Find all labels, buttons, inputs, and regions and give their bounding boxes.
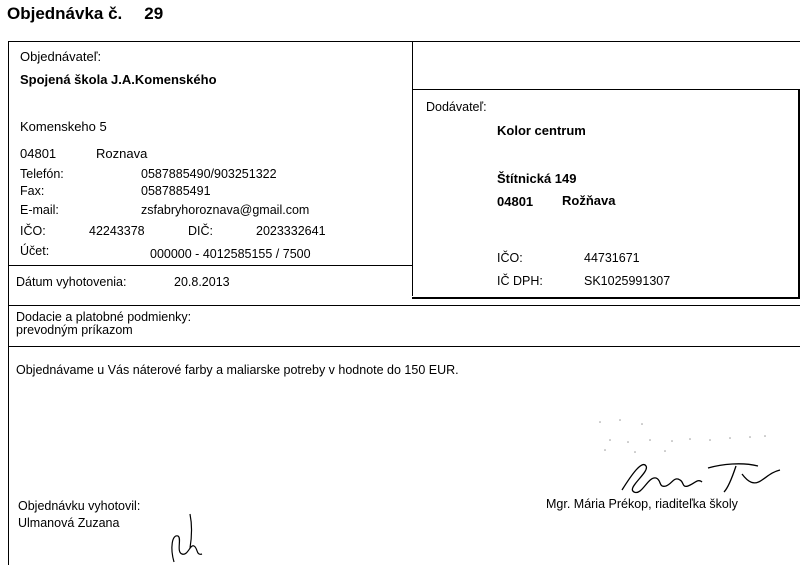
frame-top-border bbox=[8, 41, 800, 42]
ico-value: 42243378 bbox=[89, 224, 145, 238]
buyer-street: Komenskeho 5 bbox=[20, 119, 107, 134]
phone-value: 0587885490/903251322 bbox=[141, 167, 277, 181]
body-top-border bbox=[8, 346, 800, 347]
order-body-text: Objednávame u Vás náterové farby a maliarske potreby v hodnote do 150 EUR. bbox=[16, 363, 459, 377]
supplier-icdph-value: SK1025991307 bbox=[584, 274, 671, 288]
made-by-name: Ulmanová Zuzana bbox=[18, 516, 120, 530]
document-title bbox=[7, 4, 163, 24]
document-title-label: Objednávka č. bbox=[7, 4, 123, 23]
director-signature bbox=[612, 452, 800, 500]
issuer-signature bbox=[160, 508, 220, 565]
supplier-street: Štítnická 149 bbox=[497, 171, 577, 186]
issued-date: 20.8.2013 bbox=[174, 275, 230, 289]
supplier-icdph-label: IČ DPH: bbox=[497, 274, 543, 288]
supplier-zip: 04801 bbox=[497, 194, 534, 209]
dic-label: DIČ: bbox=[188, 224, 213, 238]
terms-value: prevodným príkazom bbox=[16, 323, 133, 337]
supplier-heading: Dodávateľ: bbox=[426, 100, 487, 114]
phone-label: Telefón: bbox=[20, 167, 64, 181]
terms-label: Dodacie a platobné podmienky: bbox=[16, 310, 192, 324]
made-by-label: Objednávku vyhotovil: bbox=[18, 499, 141, 513]
buyer-supplier-divider bbox=[412, 41, 413, 296]
frame-left-border bbox=[8, 41, 9, 565]
buyer-zip: 04801 bbox=[20, 146, 57, 161]
supplier-top-border bbox=[412, 89, 800, 90]
ico-label: IČO: bbox=[20, 224, 46, 238]
signatory-name: Mgr. Mária Prékop, riaditeľka školy bbox=[546, 497, 738, 511]
supplier-bottom-border bbox=[412, 297, 800, 299]
issued-label: Dátum vyhotovenia: bbox=[16, 275, 127, 289]
fax-label: Fax: bbox=[20, 184, 45, 198]
buyer-heading: Objednávateľ: bbox=[20, 49, 102, 64]
dic-value: 2023332641 bbox=[256, 224, 326, 238]
terms-top-border bbox=[8, 305, 800, 306]
supplier-ico-value: 44731671 bbox=[584, 251, 640, 265]
buyer-city: Roznava bbox=[96, 146, 148, 161]
supplier-city: Rožňava bbox=[562, 193, 616, 208]
fax-value: 0587885491 bbox=[141, 184, 211, 198]
account-value: 000000 - 4012585155 / 7500 bbox=[150, 247, 311, 261]
supplier-ico-label: IČO: bbox=[497, 251, 523, 265]
email-label: E-mail: bbox=[20, 203, 59, 217]
buyer-name: Spojená škola J.A.Komenského bbox=[20, 72, 217, 87]
email-value: zsfabryhoroznava@gmail.com bbox=[141, 203, 310, 217]
order-number: 29 bbox=[144, 4, 164, 23]
issued-row-top-border bbox=[8, 265, 412, 266]
account-label: Účet: bbox=[20, 244, 50, 258]
supplier-name: Kolor centrum bbox=[497, 123, 586, 138]
